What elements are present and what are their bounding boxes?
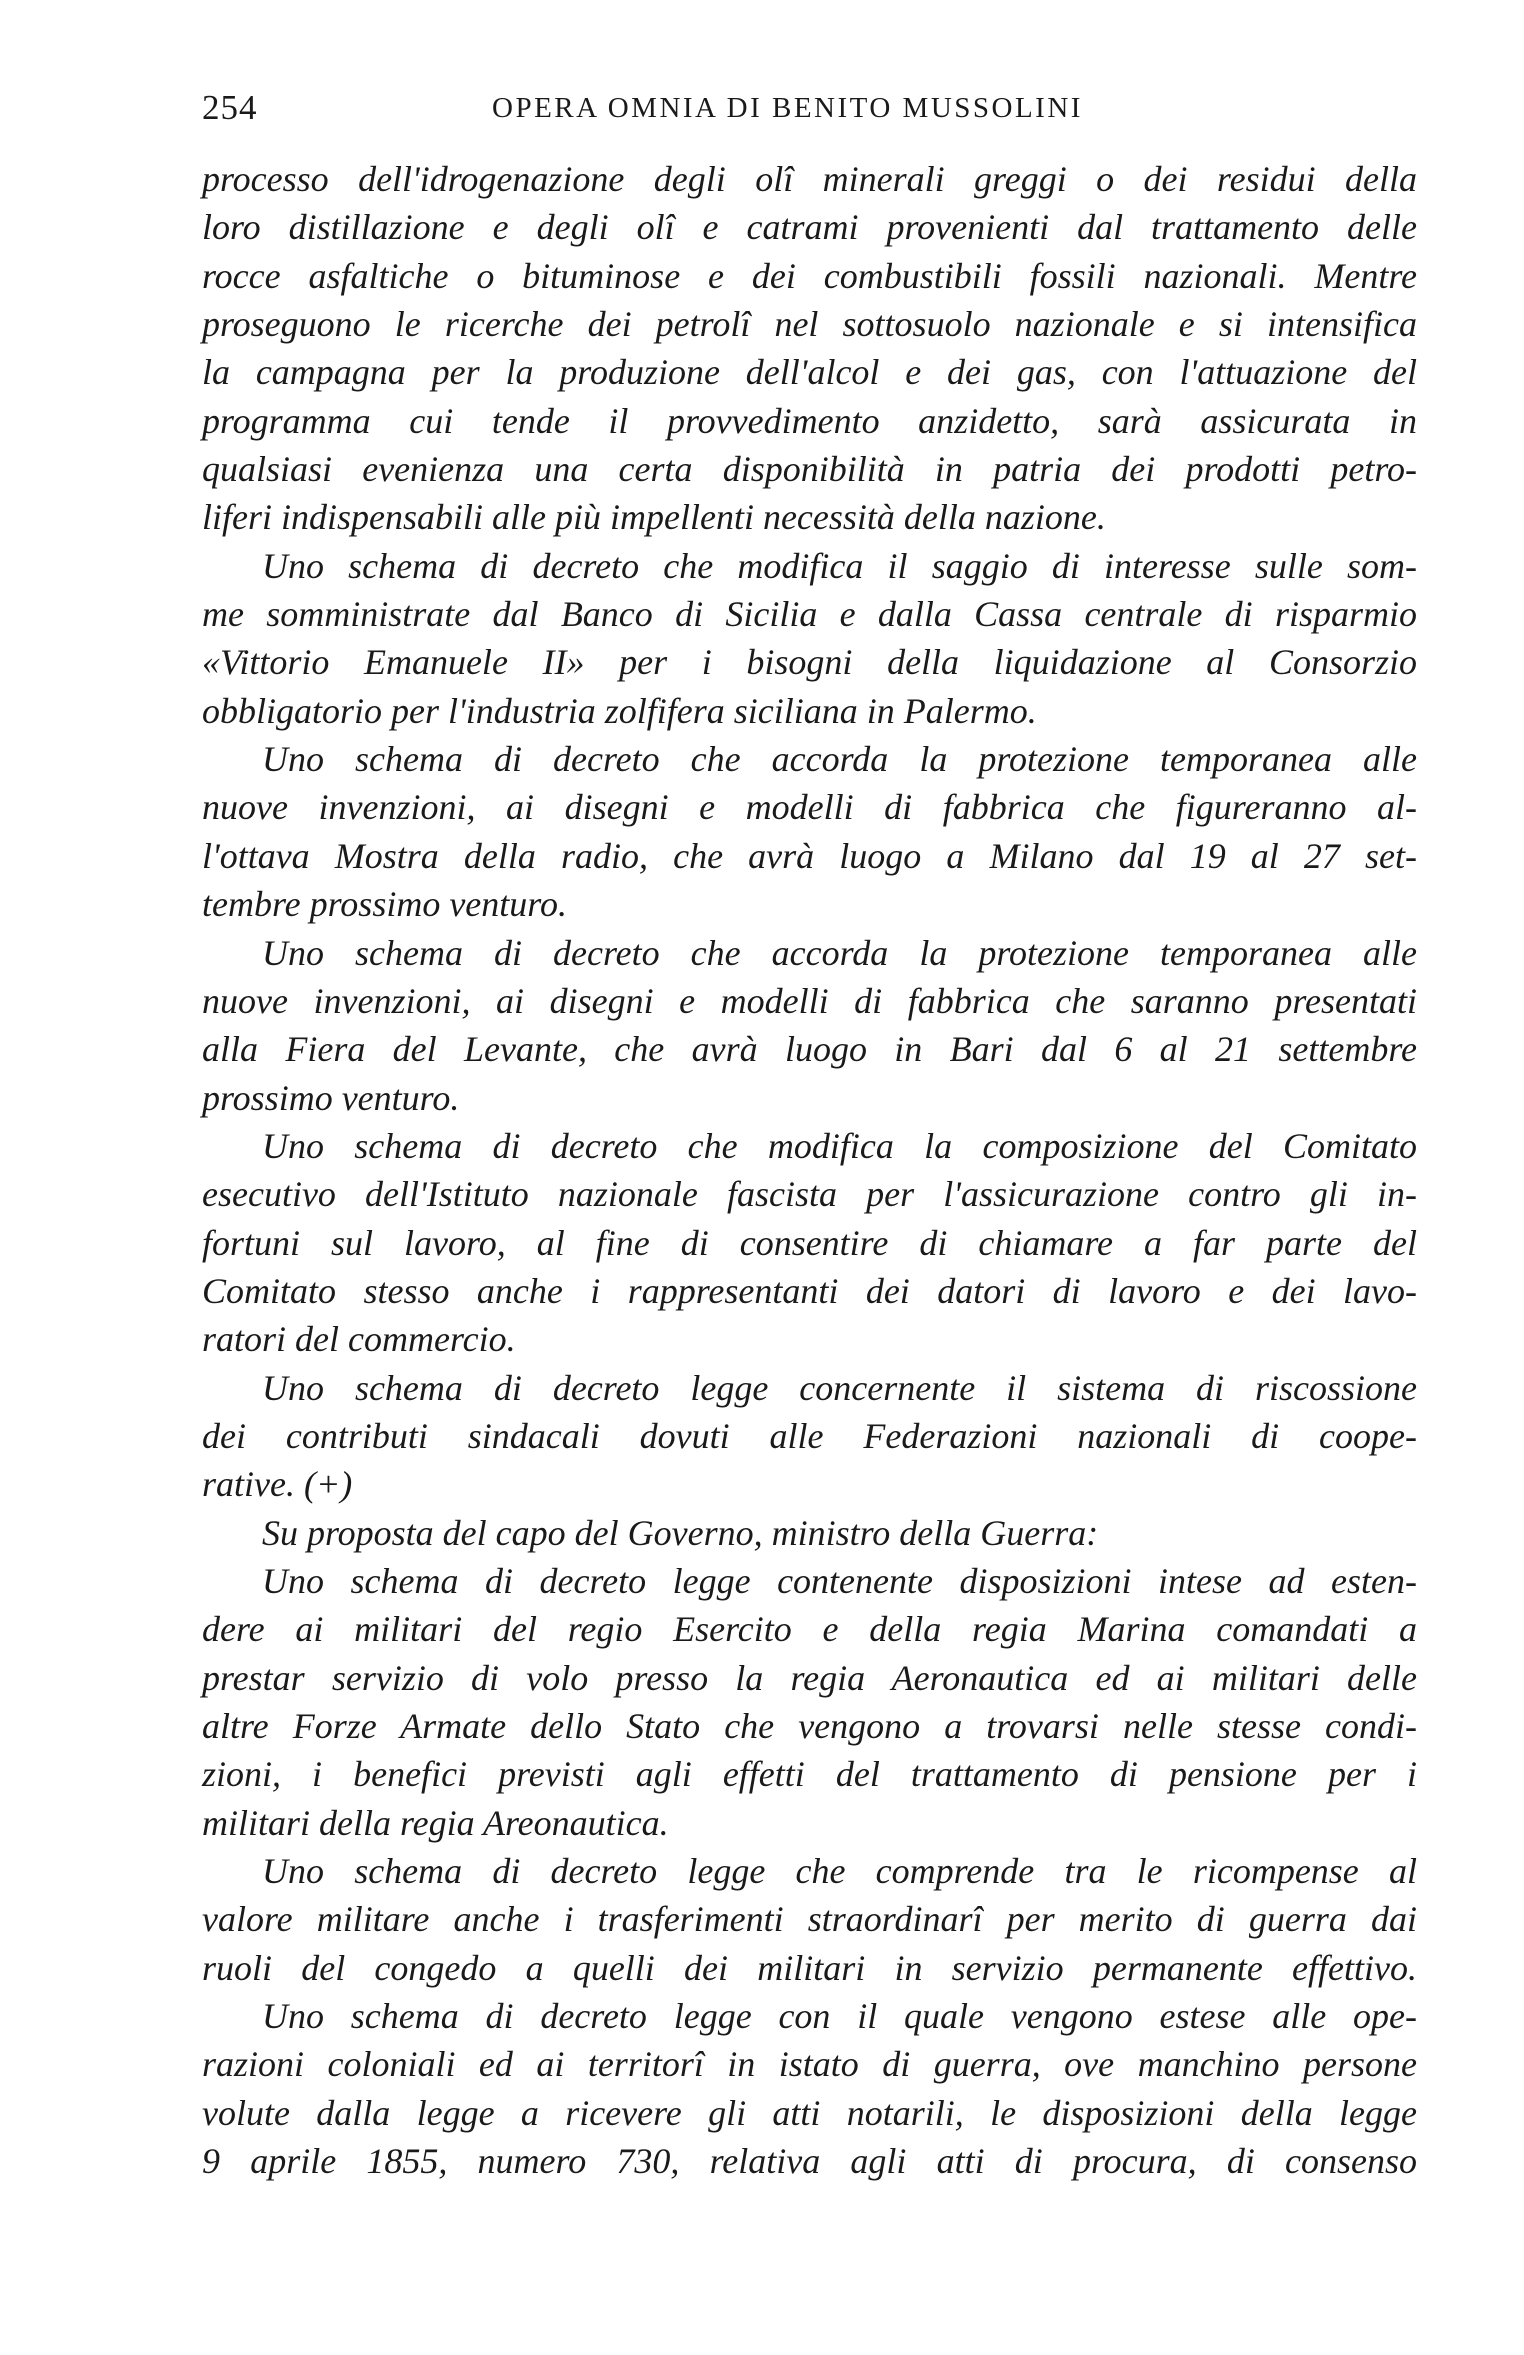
text-line: loro distillazione e degli olî e catrami provenienti dal trattamento delle <box>202 207 1417 248</box>
text-line: Uno schema di decreto legge concernente il sistema di riscossione <box>262 1367 1417 1408</box>
text-line: me somministrate dal Banco di Sicilia e dalla Cassa centrale di risparmio <box>202 594 1417 635</box>
text-line: obbligatorio per l'industria zolfifera siciliana in Palermo. <box>202 690 1037 731</box>
text-line: nuove invenzioni, ai disegni e modelli di fabbrica che figureranno al- <box>202 787 1417 828</box>
page-number: 254 <box>202 88 258 127</box>
text-line: qualsiasi evenienza una certa disponibilità in patria dei prodotti petro- <box>202 449 1417 490</box>
text-line: altre Forze Armate dello Stato che vengono a trovarsi nelle stesse condi- <box>202 1706 1417 1746</box>
text-line: liferi indispensabili alle più impellenti necessità della nazione. <box>202 497 1106 538</box>
text-line: Uno schema di decreto che accorda la protezione temporanea alle <box>262 739 1417 780</box>
text-line: tembre prossimo venturo. <box>202 884 567 925</box>
text-line: l'ottava Mostra della radio, che avrà luogo a Milano dal 19 al 27 set- <box>202 835 1417 876</box>
text-line: valore militare anche i trasferimenti straordinarî per merito di guerra dai <box>202 1899 1417 1940</box>
text-line: prestar servizio di volo presso la regia Aeronautica ed ai militari delle <box>202 1657 1417 1698</box>
text-line: ruoli del congedo a quelli dei militari in servizio permanente effettivo. <box>202 1947 1417 1988</box>
text-line: Uno schema di decreto legge con il quale vengono estese alle ope- <box>262 1996 1417 2037</box>
text-line: processo dell'idrogenazione degli olî minerali greggi o dei residui della <box>202 159 1417 199</box>
text-line: rocce asfaltiche o bituminose e dei combustibili fossili nazionali. Mentre <box>202 255 1417 296</box>
text-line: Uno schema di decreto che modifica la composizione del Comitato <box>262 1125 1417 1166</box>
text-line: la campagna per la produzione dell'alcol e dei gas, con l'attuazione del <box>202 352 1417 393</box>
text-line: militari della regia Areonautica. <box>202 1802 669 1843</box>
text-line: prossimo venturo. <box>202 1077 460 1118</box>
text-line: volute dalla legge a ricevere gli atti notarili, le disposizioni della legge <box>202 2092 1417 2133</box>
text-line: 9 aprile 1855, numero 730, relativa agli atti di procura, di consenso <box>202 2141 1417 2182</box>
text-line: Uno schema di decreto legge che comprende tra le ricompense al <box>262 1851 1417 1892</box>
text-line: programma cui tende il provvedimento anzidetto, sarà assicurata in <box>202 400 1417 441</box>
text-line: Comitato stesso anche i rappresentanti dei datori di lavoro e dei lavo- <box>202 1270 1417 1311</box>
text-line: Uno schema di decreto che modifica il saggio di interesse sulle som- <box>262 545 1417 586</box>
text-line: Su proposta del capo del Governo, ministro della Guerra: <box>262 1512 1099 1553</box>
text-line: fortuni sul lavoro, al fine di consentire di chiamare a far parte del <box>202 1222 1417 1263</box>
text-line: Uno schema di decreto legge contenente disposizioni intese ad esten- <box>262 1560 1417 1601</box>
text-line: proseguono le ricerche dei petrolî nel sottosuolo nazionale e si intensifica <box>202 304 1417 345</box>
running-head <box>202 88 1422 138</box>
text-line: esecutivo dell'Istituto nazionale fascista per l'assicurazione contro gli in- <box>202 1174 1417 1215</box>
book-title: OPERA OMNIA DI BENITO MUSSOLINI <box>492 92 1083 124</box>
text-line: zioni, i benefici previsti agli effetti del trattamento di pensione per i <box>202 1754 1417 1795</box>
text-line: alla Fiera del Levante, che avrà luogo in Bari dal 6 al 21 settembre <box>202 1029 1417 1070</box>
text-line: dei contributi sindacali dovuti alle Federazioni nazionali di coope- <box>202 1415 1417 1456</box>
text-line: Uno schema di decreto che accorda la protezione temporanea alle <box>262 932 1417 973</box>
text-line: razioni coloniali ed ai territorî in istato di guerra, ove manchino persone <box>202 2044 1417 2085</box>
text-line: «Vittorio Emanuele II» per i bisogni della liquidazione al Consorzio <box>202 642 1417 683</box>
text-line: rative. (+) <box>202 1464 353 1505</box>
text-line: dere ai militari del regio Esercito e della regia Marina comandati a <box>202 1609 1417 1650</box>
body-text <box>202 155 1417 2185</box>
text-line: nuove invenzioni, ai disegni e modelli di fabbrica che saranno presentati <box>202 980 1417 1021</box>
text-line: ratori del commercio. <box>202 1319 516 1360</box>
